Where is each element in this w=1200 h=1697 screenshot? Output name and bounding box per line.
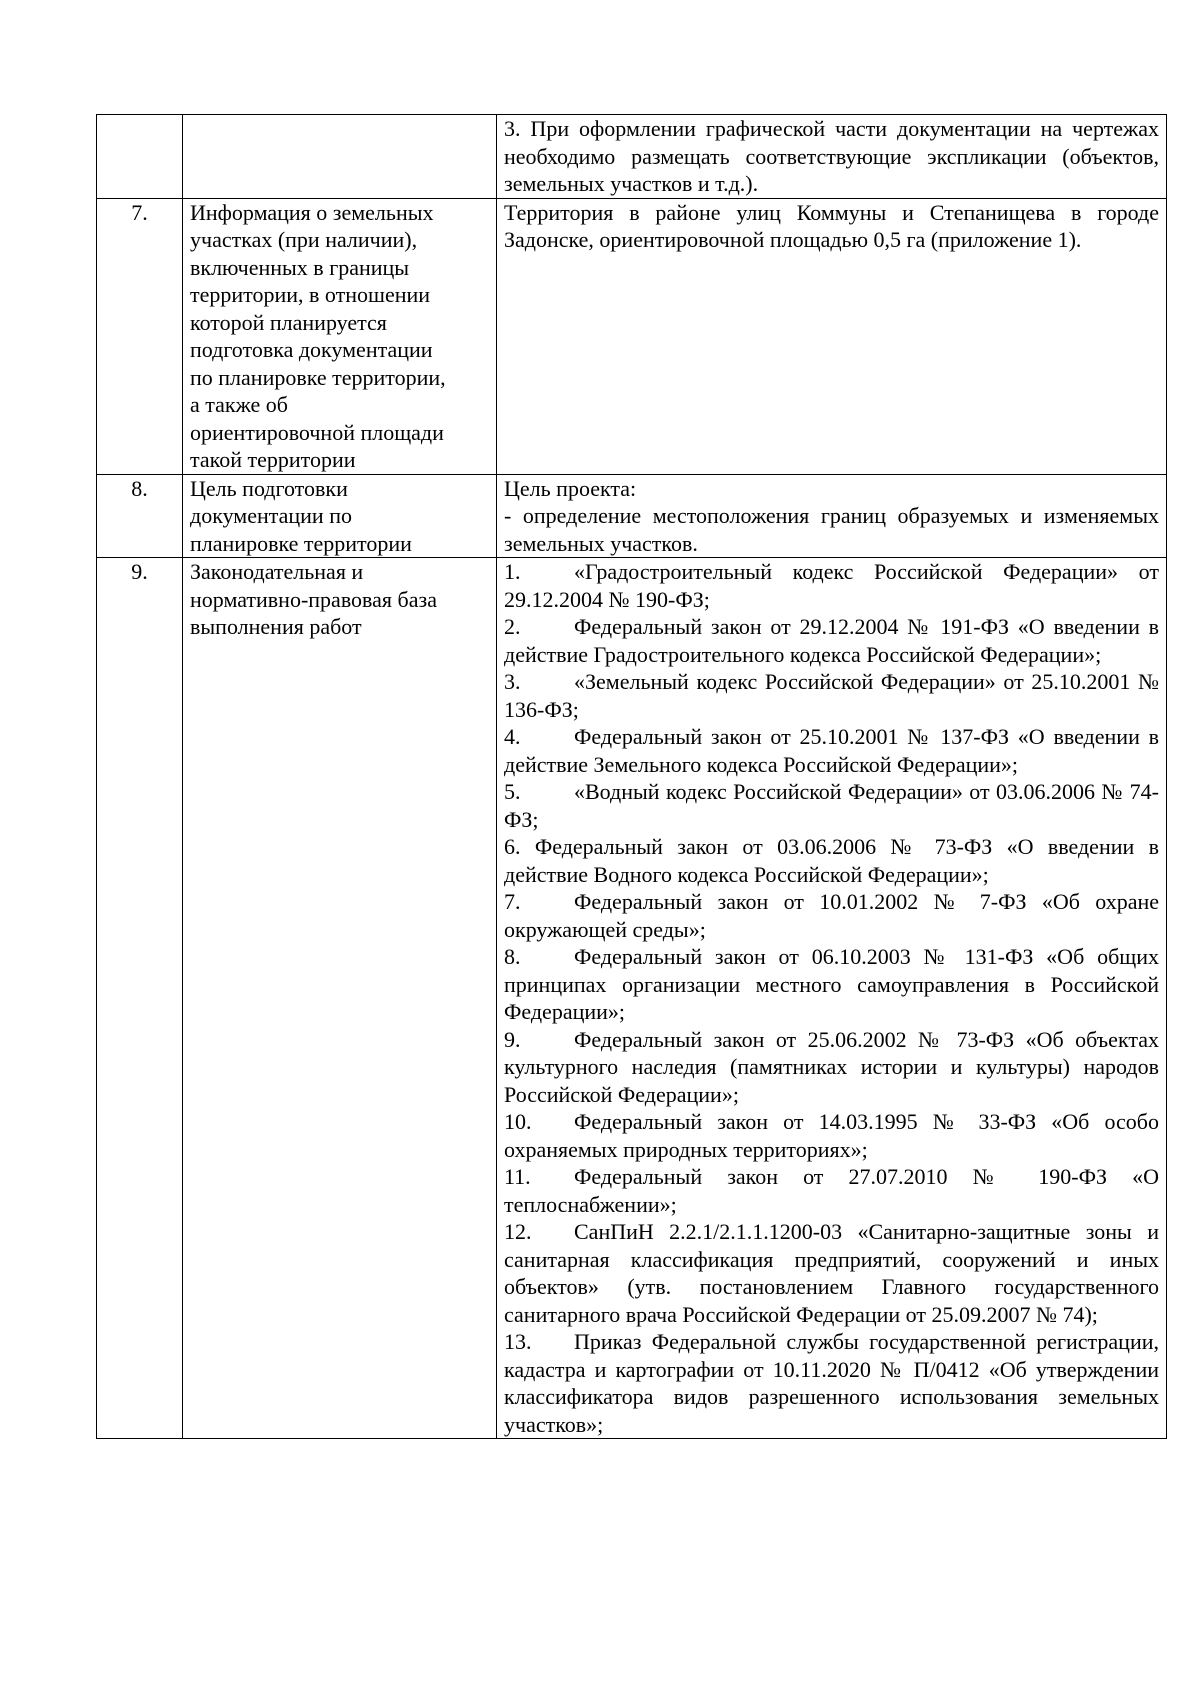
name-line: включенных в границы <box>190 254 410 280</box>
list-item <box>504 1163 1159 1218</box>
list-item-number: 4. <box>504 724 521 749</box>
list-item-text: «Земельный кодекс Российской Федерации» от 25.10.2001 № 136-ФЗ; <box>504 669 1159 722</box>
list-item <box>504 833 1159 888</box>
list-item-number: 10. <box>504 1109 532 1134</box>
row-value-cell <box>497 115 1167 199</box>
requirements-table <box>96 114 1167 1439</box>
row-value-cell <box>497 198 1167 474</box>
list-item-text: Федеральный закон от 27.07.2010 № 190-ФЗ «О теплоснабжении»; <box>504 1164 1159 1217</box>
list-item-text: Федеральный закон от 25.10.2001 № 137-ФЗ «О введении в действие Земельного кодекса Российской Федерации»; <box>504 724 1159 777</box>
name-line: ориентировочной площади <box>190 419 444 445</box>
name-line: по планировке территории, <box>190 364 446 390</box>
name-line: такой территории <box>190 447 356 472</box>
list-item-text: Федеральный закон от 14.03.1995 № 33-ФЗ «Об особо охраняемых природных территориях»; <box>504 1109 1159 1162</box>
table-row <box>97 115 1167 199</box>
list-item <box>504 1108 1159 1163</box>
list-item <box>504 943 1159 1026</box>
list-item-number: 13. <box>504 1329 532 1354</box>
value-text: Территория в районе улиц Коммуны и Степанищева в городе Задонске, ориентировочной площадью 0,5 га (приложение 1). <box>504 199 1159 252</box>
list-item-text: Приказ Федеральной службы государственной регистрации, кадастра и картографии от 10.11.2020 № П/0412 «Об утверждении классификатора видов разрешенного использования земельных участков»; <box>504 1329 1159 1437</box>
list-item-number: 8. <box>504 944 521 969</box>
table-row <box>97 474 1167 558</box>
row-name-cell <box>183 474 497 558</box>
name-line: а также об <box>190 392 288 417</box>
name-line: выполнения работ <box>190 614 362 639</box>
value-text: 3. При оформлении графической части документации на чертежах необходимо размещать соответствующие экспликации (объектов, земельных участков и т.д.). <box>504 116 1159 196</box>
list-item <box>504 1218 1159 1328</box>
value-text: - определение местоположения границ образуемых и изменяемых земельных участков. <box>504 503 1159 556</box>
legal-basis-list <box>504 558 1159 1438</box>
list-item <box>504 778 1159 833</box>
list-item <box>504 613 1159 668</box>
name-line: Информация о земельных <box>190 199 434 225</box>
list-item-text: 6. Федеральный закон от 03.06.2006 № 73-ФЗ «О введении в действие Водного кодекса Российской Федерации»; <box>504 834 1159 887</box>
list-item-text: Федеральный закон от 25.06.2002 № 73-ФЗ «Об объектах культурного наследия (памятниках истории и культуры) народов Российской Федерации»; <box>504 1026 1159 1107</box>
name-line: Цель подготовки <box>190 475 348 501</box>
name-line: территории, в отношении <box>190 282 431 307</box>
name-line: нормативно-правовая база <box>190 586 437 612</box>
list-item <box>504 1328 1159 1438</box>
list-item-text: СанПиН 2.2.1/2.1.1.1200-03 «Санитарно-защитные зоны и санитарная классификация предприятий, сооружений и иных объектов» (утв. постановлением Главного государственного санитарного врача Российской Федерации от 25.09.2007 № 74); <box>504 1219 1159 1327</box>
table-row <box>97 558 1167 1439</box>
row-number-cell <box>97 115 183 199</box>
value-title: Цель проекта: <box>504 475 637 501</box>
row-value-cell <box>497 558 1167 1439</box>
row-number-cell: 9. <box>97 558 183 1439</box>
list-item-number: 1. <box>504 559 521 584</box>
list-item-text: Федеральный закон от 06.10.2003 № 131-ФЗ «Об общих принципах организации местного самоуправления в Российской Федерации»; <box>504 944 1159 1024</box>
list-item-number: 3. <box>504 669 521 694</box>
name-line: планировке территории <box>190 530 412 556</box>
list-item-text: «Градостроительный кодекс Российской Федерации» от 29.12.2004 № 190-ФЗ; <box>504 559 1159 612</box>
row-number-cell: 8. <box>97 474 183 558</box>
row-value-cell <box>497 474 1167 558</box>
name-line: участках (при наличии), <box>190 227 418 252</box>
row-name-cell <box>183 198 497 474</box>
list-item-number: 12. <box>504 1219 532 1244</box>
name-line: Законодательная и <box>190 559 364 584</box>
row-number-cell: 7. <box>97 198 183 474</box>
list-item <box>504 888 1159 943</box>
table-row <box>97 198 1167 474</box>
name-line: подготовка документации <box>190 337 433 362</box>
list-item <box>504 558 1159 613</box>
name-line: которой планируется <box>190 309 387 335</box>
list-item-text: Федеральный закон от 29.12.2004 № 191-ФЗ «О введении в действие Градостроительного кодекса Российской Федерации»; <box>504 614 1159 667</box>
list-item-text: «Водный кодекс Российской Федерации» от 03.06.2006 № 74-ФЗ; <box>504 779 1159 832</box>
row-name-cell <box>183 558 497 1439</box>
list-item-number: 2. <box>504 614 521 639</box>
list-item-number: 7. <box>504 889 521 914</box>
list-item-number: 5. <box>504 779 521 804</box>
list-item <box>504 668 1159 723</box>
name-line: документации по <box>190 503 352 528</box>
list-item <box>504 1026 1159 1109</box>
list-item-number: 9. <box>504 1026 521 1052</box>
row-name-cell <box>183 115 497 199</box>
list-item-number: 11. <box>504 1164 531 1189</box>
list-item <box>504 723 1159 778</box>
list-item-text: Федеральный закон от 10.01.2002 № 7-ФЗ «Об охране окружающей среды»; <box>504 889 1159 942</box>
